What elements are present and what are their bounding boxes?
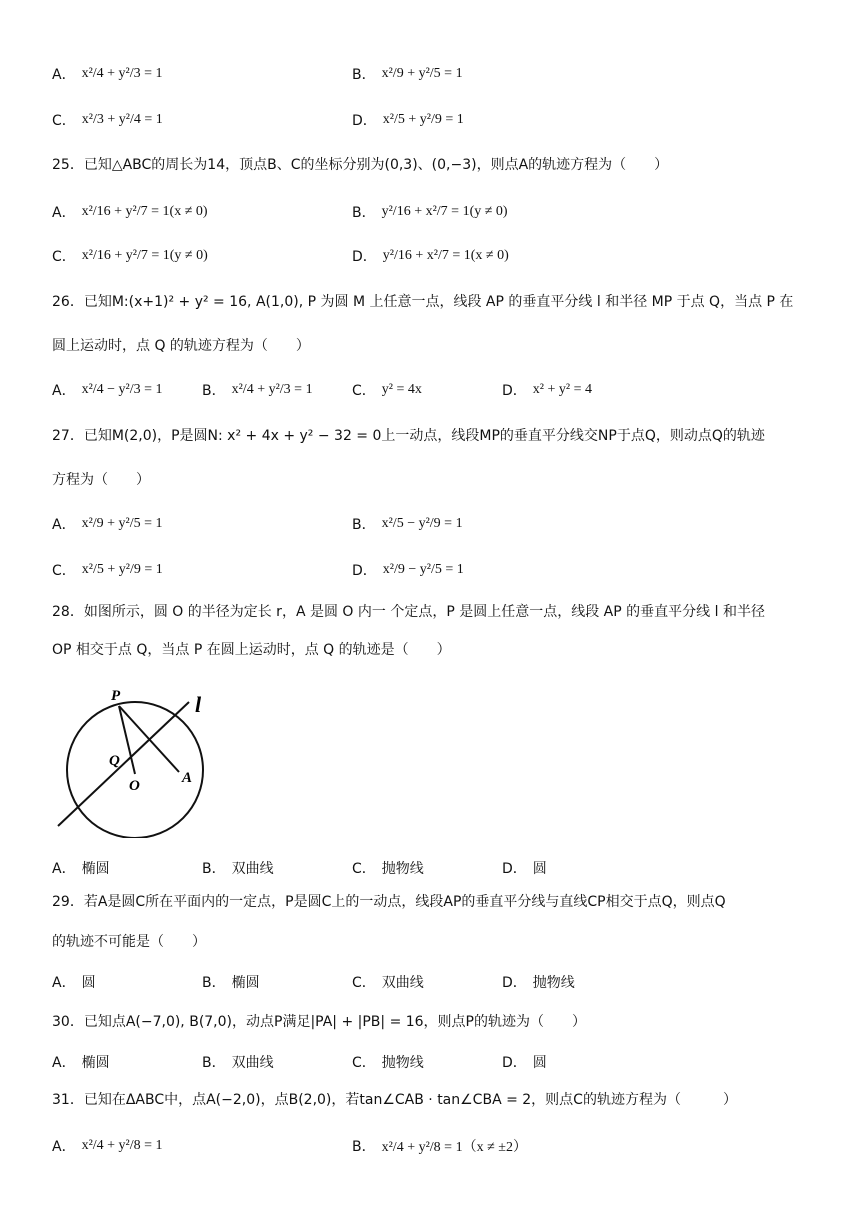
option-text: x²/4 − y²/3 = 1	[81, 382, 163, 397]
option-label: B．	[202, 383, 226, 399]
perpendicular-bisector-l	[58, 702, 189, 826]
option-label: C．	[352, 1055, 376, 1071]
label-a: A	[182, 770, 193, 786]
q28-stem-line2: OP 相交于点 Q，当点 P 在圆上运动时，点 Q 的轨迹是（ ）	[52, 642, 451, 658]
q26-stem-line2: 圆上运动时，点 Q 的轨迹方程为（ ）	[52, 338, 310, 354]
q29-option-b	[202, 972, 260, 992]
option-text: x²/4 + y²/8 = 1	[81, 1138, 163, 1153]
q25-option-a	[52, 202, 208, 222]
q26-option-a	[52, 380, 163, 400]
option-text: y²/16 + x²/7 = 1(x ≠ 0)	[382, 248, 509, 263]
q27-option-c	[52, 560, 163, 580]
option-text: y² = 4x	[381, 382, 422, 397]
option-text: 抛物线	[381, 1055, 424, 1071]
option-text: 椭圆	[81, 861, 110, 877]
q29-option-d	[502, 972, 575, 992]
option-label: D．	[352, 563, 377, 579]
q24-option-b	[352, 64, 463, 84]
option-label: C．	[52, 249, 76, 265]
option-text: x²/9 − y²/5 = 1	[382, 562, 464, 577]
q28-option-b	[202, 858, 274, 878]
q25-stem: 25．已知△ABC的周长为14，顶点B、C的坐标分别为(0,3)、(0,−3)，则点A的轨迹方程为（ ）	[52, 157, 669, 173]
option-label: C．	[352, 383, 376, 399]
option-label: C．	[52, 113, 76, 129]
label-l: l	[195, 692, 202, 717]
option-text: 圆	[532, 1055, 547, 1071]
option-text: x²/3 + y²/4 = 1	[81, 112, 163, 127]
option-label: B．	[352, 205, 376, 221]
option-label: B．	[202, 975, 226, 991]
q28-option-a	[52, 858, 110, 878]
option-text: x²/4 + y²/8 = 1（x ≠ ±2）	[381, 1140, 527, 1155]
option-text: 抛物线	[381, 861, 424, 877]
q24-option-a	[52, 64, 163, 84]
q30-option-b	[202, 1052, 274, 1072]
q28-option-d	[502, 858, 547, 878]
option-label: D．	[502, 975, 527, 991]
option-text: 双曲线	[231, 1055, 274, 1071]
option-text: x²/9 + y²/5 = 1	[81, 516, 163, 531]
q25-option-d	[352, 246, 509, 266]
option-label: A．	[52, 975, 76, 991]
option-text: 双曲线	[231, 861, 274, 877]
option-label: A．	[52, 383, 76, 399]
option-label: D．	[502, 383, 527, 399]
option-label: C．	[352, 975, 376, 991]
option-label: D．	[352, 113, 377, 129]
q25-option-c	[52, 246, 208, 266]
option-label: D．	[352, 249, 377, 265]
option-label: B．	[202, 1055, 226, 1071]
option-label: A．	[52, 205, 76, 221]
option-label: A．	[52, 1055, 76, 1071]
option-label: A．	[52, 861, 76, 877]
option-text: x²/16 + y²/7 = 1(y ≠ 0)	[81, 248, 208, 263]
q24-option-c	[52, 110, 163, 130]
option-text: x²/4 + y²/3 = 1	[81, 66, 163, 81]
option-text: x² + y² = 4	[532, 382, 592, 397]
q26-option-d	[502, 380, 592, 400]
option-text: 双曲线	[381, 975, 424, 991]
option-text: 圆	[81, 975, 96, 991]
option-label: A．	[52, 517, 76, 533]
q27-option-d	[352, 560, 464, 580]
option-text: 圆	[532, 861, 547, 877]
option-label: B．	[352, 67, 376, 83]
label-o: O	[129, 778, 140, 794]
q24-option-d	[352, 110, 464, 130]
segment-ap	[119, 706, 179, 772]
circle-diagram	[55, 688, 215, 838]
q27-option-b	[352, 514, 463, 534]
q31-stem: 31．已知在ΔABC中，点A(−2,0)，点B(2,0)，若tan∠CAB · tan∠CBA = 2，则点C的轨迹方程为（ ）	[52, 1092, 737, 1108]
q28-stem-line1: 28．如图所示，圆 O 的半径为定长 r，A 是圆 O 内一 个定点，P 是圆上任意一点，线段 AP 的垂直平分线 l 和半径	[52, 604, 765, 620]
q26-option-c	[352, 380, 422, 400]
option-text: x²/5 + y²/9 = 1	[81, 562, 163, 577]
q27-stem-line1: 27．已知M(2,0)，P是圆N: x² + 4x + y² − 32 = 0上一动点，线段MP的垂直平分线交NP于点Q，则动点Q的轨迹	[52, 428, 765, 444]
q28-option-c	[352, 858, 424, 878]
q29-stem-line1: 29．若A是圆C所在平面内的一定点，P是圆C上的一动点，线段AP的垂直平分线与直线CP相交于点Q，则点Q	[52, 894, 726, 910]
label-q: Q	[109, 753, 120, 769]
option-label: B．	[352, 517, 376, 533]
option-label: B．	[352, 1139, 376, 1155]
q29-stem-line2: 的轨迹不可能是（ ）	[52, 934, 206, 950]
q31-option-b	[352, 1136, 527, 1156]
label-p: P	[111, 688, 121, 704]
q30-stem: 30．已知点A(−7,0), B(7,0)，动点P满足|PA| + |PB| = 16，则点P的轨迹为（ ）	[52, 1014, 587, 1030]
option-text: 抛物线	[532, 975, 575, 991]
option-text: x²/16 + y²/7 = 1(x ≠ 0)	[81, 204, 208, 219]
q30-option-c	[352, 1052, 424, 1072]
q27-stem-line2: 方程为（ ）	[52, 472, 150, 488]
q29-option-a	[52, 972, 96, 992]
option-label: D．	[502, 861, 527, 877]
option-text: x²/4 + y²/3 = 1	[231, 382, 313, 397]
option-label: A．	[52, 67, 76, 83]
q27-option-a	[52, 514, 163, 534]
option-label: A．	[52, 1139, 76, 1155]
option-text: 椭圆	[231, 975, 260, 991]
q25-option-b	[352, 202, 508, 222]
option-text: y²/16 + x²/7 = 1(y ≠ 0)	[381, 204, 508, 219]
option-text: x²/5 + y²/9 = 1	[382, 112, 464, 127]
option-label: B．	[202, 861, 226, 877]
option-text: x²/5 − y²/9 = 1	[381, 516, 463, 531]
option-text: 椭圆	[81, 1055, 110, 1071]
option-label: D．	[502, 1055, 527, 1071]
option-label: C．	[352, 861, 376, 877]
option-text: x²/9 + y²/5 = 1	[381, 66, 463, 81]
q30-option-a	[52, 1052, 110, 1072]
q31-option-a	[52, 1136, 163, 1156]
q26-option-b	[202, 380, 313, 400]
q26-stem-line1: 26．已知M:(x+1)² + y² = 16, A(1,0), P 为圆 M 上任意一点，线段 AP 的垂直平分线 l 和半径 MP 于点 Q，当点 P 在	[52, 294, 794, 310]
q30-option-d	[502, 1052, 547, 1072]
q29-option-c	[352, 972, 424, 992]
option-label: C．	[52, 563, 76, 579]
